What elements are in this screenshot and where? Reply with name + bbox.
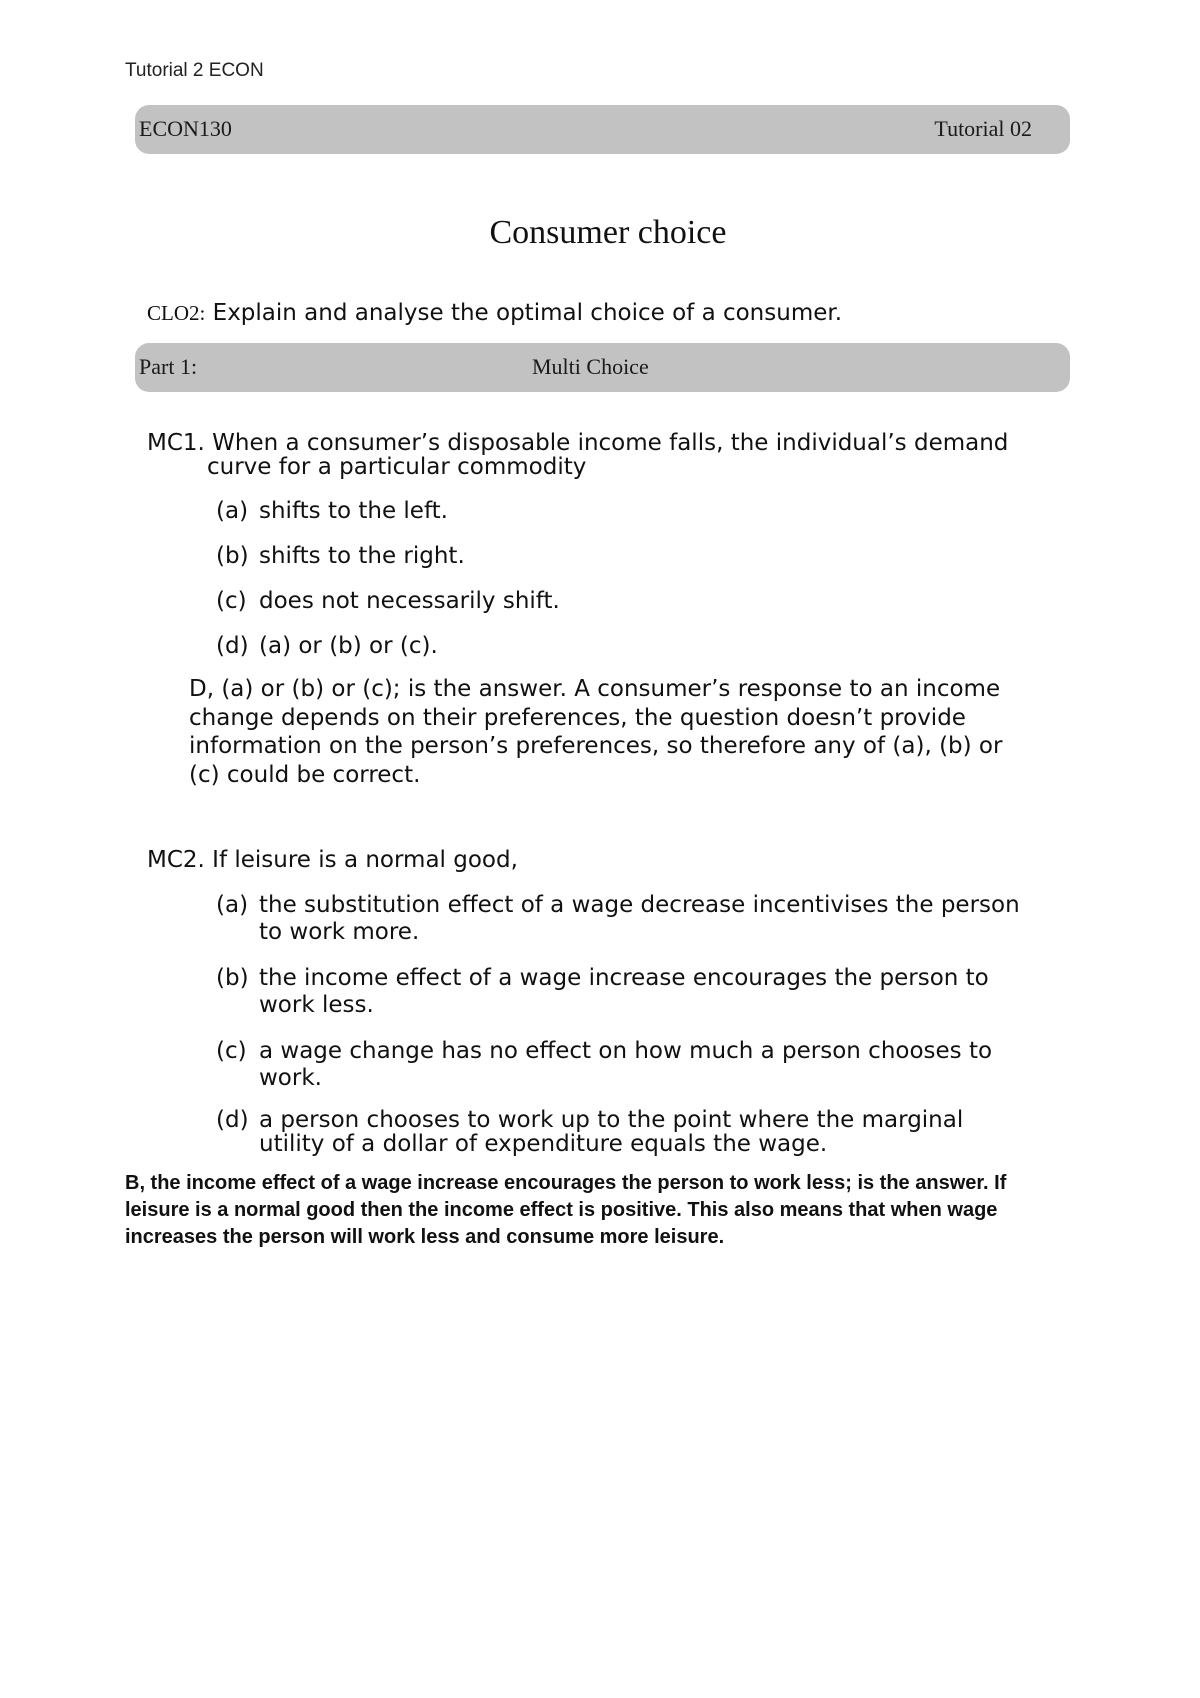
page-header: Tutorial 2 ECON <box>125 60 264 81</box>
learning-outcome <box>147 300 842 326</box>
mc2-option-label: (c) <box>216 1038 247 1064</box>
mc1-option-text: shifts to the right. <box>259 543 465 569</box>
mc1-answer-line: (c) could be correct. <box>189 761 421 788</box>
course-code: ECON130 <box>139 116 232 141</box>
mc1-answer-line: change depends on their preferences, the question doesn’t provide <box>189 704 966 731</box>
part-header-bar <box>135 343 1070 392</box>
mc2-option-line-2: utility of a dollar of expenditure equals the wage. <box>259 1131 828 1157</box>
mc1-stem-line-2: curve for a particular commodity <box>207 454 587 480</box>
mc2-answer <box>125 1170 1085 1251</box>
mc1-option-text: shifts to the left. <box>259 498 448 524</box>
mc2-stem: MC2. If leisure is a normal good, <box>147 847 518 873</box>
mc2-answer-line: leisure is a normal good then the income effect is positive. This also means that when wage <box>125 1199 998 1221</box>
mc2-option-label: (d) <box>216 1107 249 1133</box>
mc1-option-label: (b) <box>216 543 249 569</box>
part-name: Multi Choice <box>532 354 649 379</box>
page-title: Consumer choice <box>489 214 727 251</box>
mc1-answer-line: D, (a) or (b) or (c); is the answer. A consumer’s response to an income <box>189 676 1001 702</box>
mc2-option-line-1: the income effect of a wage increase encourages the person to <box>259 965 989 991</box>
mc1-answer-line: information on the person’s preferences, so therefore any of (a), (b) or <box>189 733 1003 759</box>
mc1-stem-line-1: MC1. When a consumer’s disposable income falls, the individual’s demand <box>147 430 1009 456</box>
mc2-option-line-2: to work more. <box>259 919 420 945</box>
mc2-option-line-2: work. <box>259 1065 322 1091</box>
clo-tag: CLO2: <box>147 301 206 325</box>
mc1-answer <box>189 675 1069 789</box>
mc2-option-label: (a) <box>216 892 249 918</box>
mc1-option-label: (c) <box>216 588 247 614</box>
mc2-answer-line: B, the income effect of a wage increase encourages the person to work less; is the answer. If <box>125 1172 1007 1194</box>
mc2-answer-line: increases the person will work less and consume more leisure. <box>125 1226 725 1248</box>
mc2-option-line-1: a person chooses to work up to the point where the marginal <box>259 1107 964 1133</box>
mc2-option-line-1: a wage change has no effect on how much a person chooses to <box>259 1038 993 1064</box>
mc1-option-text: (a) or (b) or (c). <box>259 633 438 659</box>
mc2-option-label: (b) <box>216 965 249 991</box>
mc1-option-text: does not necessarily shift. <box>259 588 560 614</box>
mc2-option-line-1: the substitution effect of a wage decrease incentivises the person <box>259 892 1020 918</box>
clo-text: Explain and analyse the optimal choice of a consumer. <box>212 300 843 326</box>
course-header-bar <box>135 105 1070 154</box>
mc1-option-label: (d) <box>216 633 249 659</box>
mc2-option-line-2: work less. <box>259 992 374 1018</box>
part-label: Part 1: <box>139 354 198 379</box>
mc1-option-label: (a) <box>216 498 249 524</box>
tutorial-number: Tutorial 02 <box>934 116 1032 141</box>
